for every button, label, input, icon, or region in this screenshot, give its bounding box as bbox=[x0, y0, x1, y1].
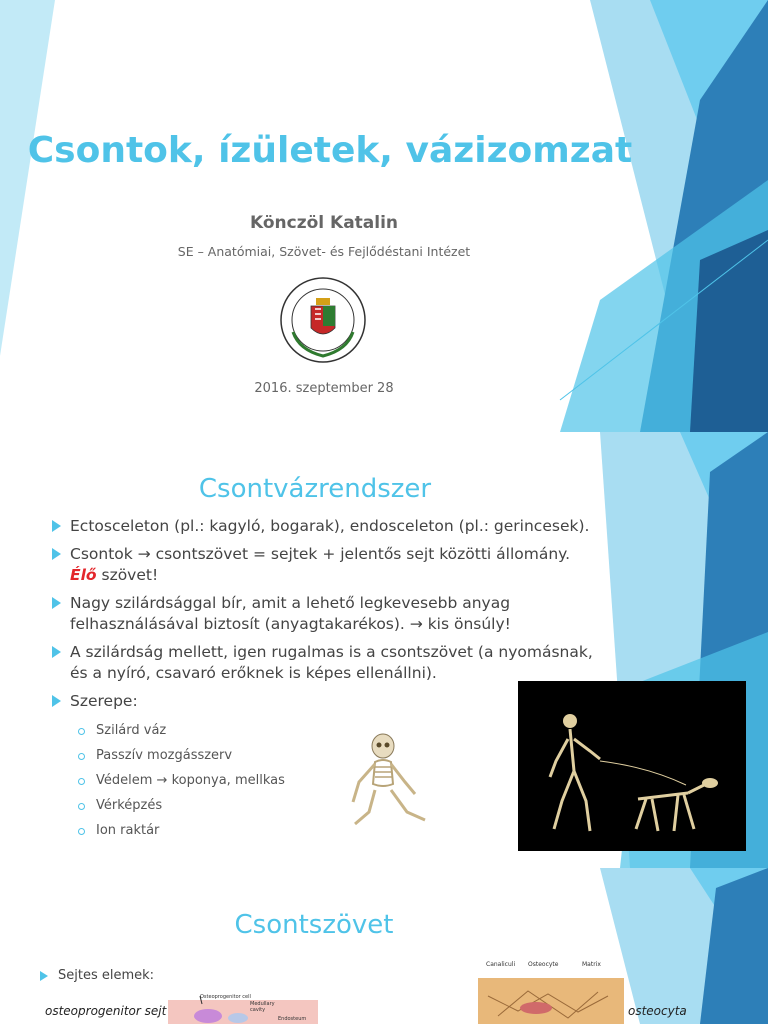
bullet-arrow-icon bbox=[52, 646, 61, 658]
decorative-background bbox=[0, 868, 768, 1024]
sub-list-item: Vérképzés bbox=[78, 798, 285, 823]
svg-text:Osteocyte: Osteocyte bbox=[528, 961, 559, 968]
list-item: Ectosceleton (pl.: kagyló, bogarak), endosceleton (pl.: gerincesek). bbox=[52, 516, 612, 537]
osteoprogenitor-diagram bbox=[168, 992, 318, 1024]
list-item: Nagy szilárdsággal bír, amit a lehető legkevesebb anyag felhasználásával biztosít (anyagtakarékos). → kis önsúly! bbox=[52, 593, 612, 635]
circle-bullet-icon bbox=[78, 803, 85, 810]
content-slide-csontszovet bbox=[0, 868, 768, 1024]
svg-text:Medullary: Medullary bbox=[250, 1001, 275, 1007]
osteocyte-diagram bbox=[478, 956, 624, 1024]
list-item: Sejtes elemek: bbox=[40, 968, 154, 983]
institute-name: SE – Anatómiai, Szövet- és Fejlődéstani Intézet bbox=[177, 244, 471, 259]
slide-title: Csontszövet bbox=[234, 910, 394, 940]
presentation-date: 2016. szeptember 28 bbox=[254, 381, 394, 396]
circle-bullet-icon bbox=[78, 728, 85, 735]
title-slide bbox=[0, 0, 768, 432]
skeleton-walking-dog-image bbox=[518, 681, 746, 851]
list-item: Szerepe: bbox=[52, 691, 612, 712]
circle-bullet-icon bbox=[78, 828, 85, 835]
list-item: A szilárdság mellett, igen rugalmas is a csontszövet (a nyomásnak, és a nyíró, csavaró erőknek is képes ellenállni). bbox=[52, 642, 612, 684]
sitting-skeleton-image bbox=[345, 732, 433, 832]
sub-list-item: Szilárd váz bbox=[78, 723, 285, 748]
university-seal-icon bbox=[279, 276, 367, 364]
sub-list-item: Passzív mozgásszerv bbox=[78, 748, 285, 773]
svg-text:Endosteum: Endosteum bbox=[278, 1016, 307, 1022]
bullet-arrow-icon bbox=[40, 971, 48, 981]
sub-list-item: Ion raktár bbox=[78, 823, 285, 848]
author-name: Könczöl Katalin bbox=[249, 213, 399, 233]
svg-text:cavity: cavity bbox=[250, 1007, 266, 1013]
svg-text:Canaliculi: Canaliculi bbox=[486, 961, 516, 968]
list-item: Csontok → csontszövet = sejtek + jelentős sejt közötti állomány. Élő szövet! bbox=[52, 544, 612, 586]
bullet-arrow-icon bbox=[52, 520, 61, 532]
bullet-arrow-icon bbox=[52, 695, 61, 707]
circle-bullet-icon bbox=[78, 778, 85, 785]
sub-list-item: Védelem → koponya, mellkas bbox=[78, 773, 285, 798]
osteocyta-label: osteocyta bbox=[628, 1004, 687, 1018]
sub-list bbox=[78, 723, 285, 848]
bullet-arrow-icon bbox=[52, 597, 61, 609]
page-title: Csontok, ízületek, vázizomzat bbox=[27, 130, 633, 171]
osteoprogenitor-label: osteoprogenitor sejt bbox=[45, 1004, 167, 1018]
bullet-arrow-icon bbox=[52, 548, 61, 560]
svg-text:Matrix: Matrix bbox=[582, 961, 601, 968]
svg-text:Osteoprogenitor cell: Osteoprogenitor cell bbox=[200, 994, 251, 1000]
content-slide-csontvazrendszer bbox=[0, 432, 768, 868]
circle-bullet-icon bbox=[78, 753, 85, 760]
slide-title: Csontvázrendszer bbox=[198, 474, 432, 504]
